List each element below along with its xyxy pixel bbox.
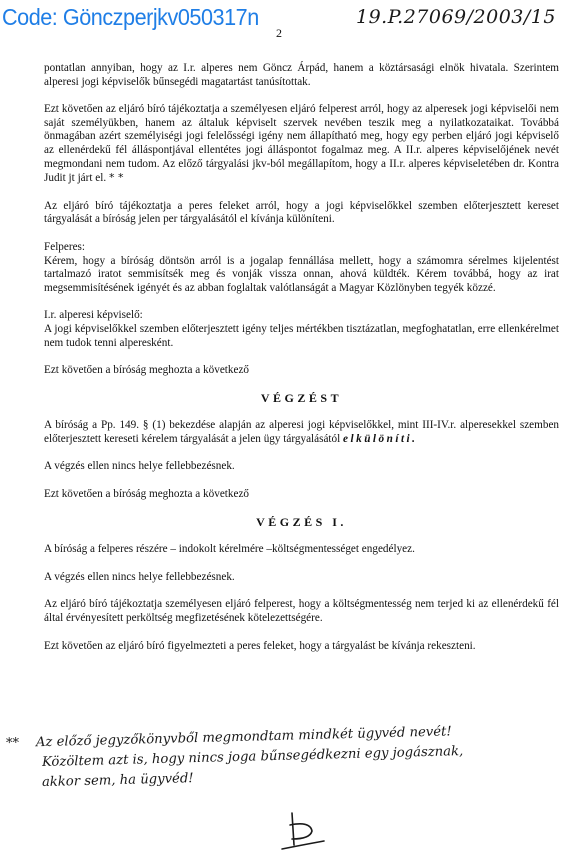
paragraph-2 — [44, 103, 559, 186]
paragraph-1: pontatlan annyiban, hogy az I.r. alperes nem Göncz Árpád, hanem a köztársasági elnök hivatala. Szerintem alperesi jogi képviselők bűnsegédi magatartást tanúsítottak. — [44, 62, 559, 88]
paragraph-5 — [44, 419, 559, 446]
heading-vegzes-i: VÉGZÉS I. — [256, 514, 347, 529]
paragraph-7: Ezt követően a bíróság meghozta a következő — [44, 488, 250, 501]
handwritten-asterisks: * * — [108, 171, 124, 185]
paragraph-6: A végzés ellen nincs helye fellebbezésnek. — [44, 460, 235, 473]
document-body — [44, 62, 559, 667]
page-number: 2 — [276, 26, 282, 40]
paragraph-3: Az eljáró bíró tájékoztatja a peres feleket arról, hogy a jogi képviselőkkel szemben előterjesztett kereset tárgyalását a bíróság jelen per tárgyalásától el kívánja különíteni. — [44, 199, 559, 226]
handwritten-note-line-3: akkor sem, ha ügyvéd! — [41, 771, 194, 791]
paragraph-11: Ezt követően az eljáró bíró figyelmezteti a peres feleket, hogy a tárgyalást be kívánja rekeszteni. — [44, 639, 476, 652]
paragraph-2-text: Ezt követően az eljáró bíró tájékoztatja a személyesen eljáró felperest arról, hogy az alperesek jogi képviselői nem saját személyükben, hanem az általuk képviselt szervek nevében teszik meg a nyilatkozataikat. Továbbá önmagában azért személyiségi jogi felelősségi igény nem állapítható meg, hogy egy perben eljáró jogi képviselő az ellenérdekű fél álláspontjával ellentétes jogi álláspontot fogalmaz meg. A II.r. alperes képviselőjének nevét megmondani nem tudom. Az előző tárgyalási jkv-ból megállapítom, hogy a II.r. alperes képviseletében dr. Kontra Judit jt járt el. — [44, 103, 559, 185]
handwritten-signature — [272, 805, 332, 855]
paragraph-8: A bíróság a felperes részére – indokolt kérelmére –költségmentességet engedélyez. — [44, 543, 415, 556]
felperes-statement: Kérem, hogy a bíróság döntsön arról is a jogalap fennállása mellett, hogy a számomra sérelmes kijelentést tartalmazó iratot semmisítsék meg és vonják vissza onnan, ahová küldték. Kérem továbbá, hogy az irat megsemmisítésének igényét és az abban foglaltak valótlanságát a Magyar Közlönyben tegyék közzé. — [44, 254, 559, 294]
paragraph-10: Az eljáró bíró tájékoztatja személyesen eljáró felperest, hogy a költségmentesség nem terjed ki az ellenérdekű fél által érvényesített perköltség megfizetésének kötelezettségére. — [44, 598, 559, 625]
paragraph-4: Ezt követően a bíróság meghozta a következő — [44, 364, 250, 377]
paragraph-5-text: A bíróság a Pp. 149. § (1) bekezdése alapján az alperesi jogi képviselőkkel, mint III-IV.r. alperesekkel szemben előterjesztett kereseti kérelem tárgyalását a jelen ügy tárgyalásától — [44, 419, 559, 445]
handwritten-note — [5, 724, 581, 794]
handwritten-note-line-1-text: Az előző jegyzőkönyvből megmondtam mindkét ügyvéd nevét! — [35, 724, 452, 751]
alperes-label: I.r. alperesi képviselő: — [44, 309, 143, 322]
paragraph-5-emphasis: elkülöníti. — [343, 432, 418, 445]
code-label: Code: Gönczperjkv050317n — [2, 4, 259, 30]
handwritten-note-marker: ** — [5, 735, 20, 751]
paragraph-9: A végzés ellen nincs helye fellebbezésnek. — [44, 570, 235, 583]
handwritten-reference-text: 19.P.27069/2003/15 — [356, 6, 556, 28]
handwritten-reference — [356, 6, 584, 46]
handwritten-note-line-2: Közöltem azt is, hogy nincs joga bűnsegédkezni egy jogásznak, — [41, 744, 464, 771]
felperes-label: Felperes: — [44, 240, 86, 253]
heading-vegzest: VÉGZÉST — [260, 390, 343, 405]
alperes-statement: A jogi képviselőkkel szemben előterjesztett igény teljes mértékben tisztázatlan, megfoghatatlan, erre ellenkérelmet nem tudok tenni alperesként. — [44, 322, 559, 349]
